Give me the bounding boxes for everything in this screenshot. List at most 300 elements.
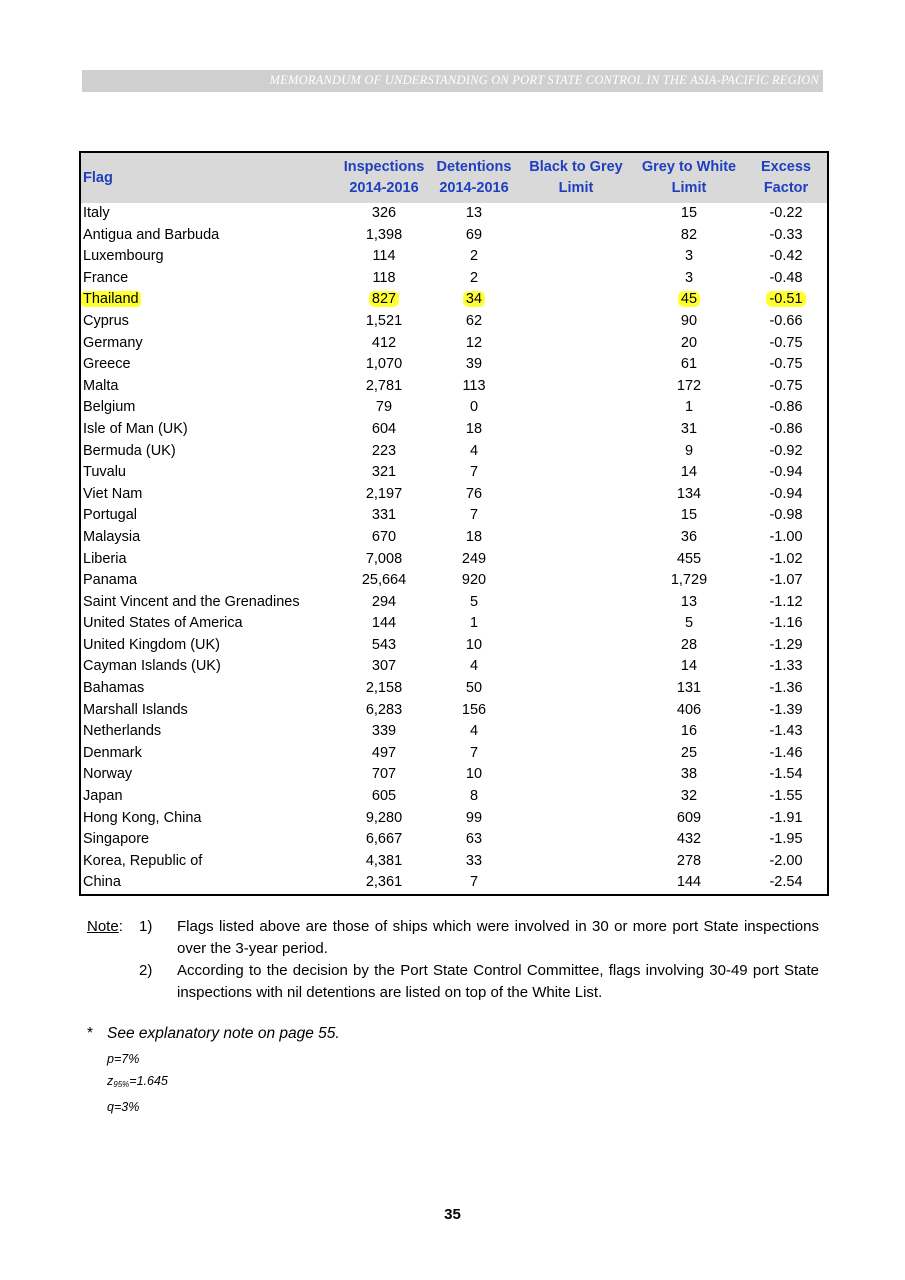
cell-inspections — [339, 441, 429, 463]
header-excess-line2: Factor — [763, 180, 809, 196]
cell-black-to-grey — [519, 527, 633, 549]
cell-inspections — [339, 808, 429, 830]
cell-detentions-value: 39 — [465, 356, 483, 373]
note-label-text: Note — [87, 918, 119, 935]
cell-flag — [81, 829, 339, 851]
cell-excess-factor — [745, 851, 827, 873]
cell-inspections — [339, 225, 429, 247]
cell-flag-value: Antigua and Barbuda — [83, 226, 220, 243]
cell-detentions — [429, 419, 519, 441]
cell-excess-factor — [745, 613, 827, 635]
cell-detentions-value: 0 — [469, 399, 479, 416]
cell-flag-value: Malta — [83, 377, 119, 394]
cell-grey-to-white — [633, 592, 745, 614]
cell-flag-value: United Kingdom (UK) — [83, 636, 220, 653]
note-number: 1) — [139, 918, 153, 935]
cell-flag-value: Marshall Islands — [83, 701, 188, 718]
table-row — [81, 851, 827, 873]
cell-inspections — [339, 635, 429, 657]
cell-detentions-value: 18 — [465, 528, 483, 545]
cell-grey-to-white — [633, 872, 745, 894]
cell-excess-factor-value: -0.86 — [769, 420, 803, 437]
cell-excess-factor — [745, 786, 827, 808]
cell-detentions — [429, 462, 519, 484]
cell-detentions — [429, 397, 519, 419]
cell-grey-to-white — [633, 764, 745, 786]
cell-inspections — [339, 527, 429, 549]
cell-grey-to-white — [633, 721, 745, 743]
cell-grey-to-white — [633, 549, 745, 571]
cell-grey-to-white — [633, 678, 745, 700]
cell-flag-value: Belgium — [83, 399, 136, 416]
cell-black-to-grey — [519, 311, 633, 333]
cell-excess-factor-value: -1.16 — [769, 615, 803, 632]
cell-flag — [81, 203, 339, 225]
cell-inspections — [339, 613, 429, 635]
cell-inspections-value: 1,070 — [365, 356, 403, 373]
header-black-to-grey — [519, 153, 633, 203]
cell-flag — [81, 808, 339, 830]
cell-flag-value: Saint Vincent and the Grenadines — [83, 593, 300, 610]
cell-grey-to-white-value: 406 — [676, 701, 702, 718]
cell-grey-to-white — [633, 484, 745, 506]
cell-excess-factor — [745, 635, 827, 657]
cell-detentions-value: 5 — [469, 593, 479, 610]
cell-inspections-value: 114 — [372, 248, 396, 265]
cell-flag — [81, 764, 339, 786]
cell-excess-factor — [745, 225, 827, 247]
cell-black-to-grey — [519, 549, 633, 571]
cell-inspections-value: 331 — [371, 507, 397, 524]
cell-grey-to-white-value: 278 — [676, 852, 702, 869]
cell-black-to-grey — [519, 592, 633, 614]
note-text: According to the decision by the Port State Control Committee, flags involving 30-49 port State inspections with nil detentions are listed on top of the White List. — [177, 962, 819, 1001]
cell-black-to-grey — [519, 829, 633, 851]
header-grey-white-line2: Limit — [671, 180, 707, 196]
cell-inspections — [339, 268, 429, 290]
cell-excess-factor-value: -0.75 — [769, 334, 803, 351]
table-header-row — [81, 153, 827, 203]
cell-excess-factor-value: -1.91 — [769, 809, 803, 826]
cell-detentions-value: 33 — [465, 852, 483, 869]
cell-grey-to-white-value: 432 — [676, 831, 702, 848]
cell-flag — [81, 700, 339, 722]
cell-grey-to-white — [633, 333, 745, 355]
cell-inspections-value: 2,197 — [365, 485, 403, 502]
cell-excess-factor — [745, 311, 827, 333]
table-row — [81, 505, 827, 527]
cell-detentions-value: 62 — [465, 312, 483, 329]
header-excess-line1: Excess — [761, 159, 811, 175]
cell-grey-to-white-value: 134 — [676, 485, 702, 502]
cell-flag — [81, 268, 339, 290]
cell-detentions — [429, 851, 519, 873]
cell-excess-factor-value: -1.00 — [769, 528, 803, 545]
cell-flag-value: Hong Kong, China — [83, 809, 202, 826]
cell-grey-to-white — [633, 376, 745, 398]
cell-flag — [81, 570, 339, 592]
cell-black-to-grey — [519, 505, 633, 527]
cell-detentions — [429, 592, 519, 614]
cell-black-to-grey — [519, 743, 633, 765]
cell-grey-to-white — [633, 505, 745, 527]
cell-detentions — [429, 872, 519, 894]
cell-inspections — [339, 851, 429, 873]
cell-inspections-value: 4,381 — [365, 852, 403, 869]
cell-excess-factor — [745, 289, 827, 311]
table-row — [81, 743, 827, 765]
cell-flag-value: Cayman Islands (UK) — [83, 658, 221, 675]
cell-grey-to-white — [633, 527, 745, 549]
cell-grey-to-white-value: 90 — [680, 312, 698, 329]
cell-black-to-grey — [519, 462, 633, 484]
header-bar — [82, 70, 823, 92]
header-inspections-line2: 2014-2016 — [349, 180, 419, 196]
cell-excess-factor — [745, 484, 827, 506]
cell-grey-to-white — [633, 311, 745, 333]
cell-inspections-value: 707 — [371, 766, 397, 783]
cell-black-to-grey — [519, 268, 633, 290]
cell-flag — [81, 592, 339, 614]
cell-inspections — [339, 656, 429, 678]
header-excess-factor — [745, 153, 827, 203]
cell-flag — [81, 656, 339, 678]
cell-inspections — [339, 721, 429, 743]
table-row — [81, 225, 827, 247]
cell-excess-factor — [745, 333, 827, 355]
cell-black-to-grey — [519, 397, 633, 419]
cell-flag-value: Tuvalu — [83, 464, 126, 481]
cell-grey-to-white-value: 609 — [676, 809, 702, 826]
table-row — [81, 613, 827, 635]
cell-inspections-value: 827 — [369, 291, 399, 307]
cell-inspections — [339, 872, 429, 894]
header-detentions — [429, 153, 519, 203]
cell-flag — [81, 441, 339, 463]
table-row — [81, 721, 827, 743]
cell-grey-to-white-value: 14 — [680, 464, 698, 481]
cell-black-to-grey — [519, 656, 633, 678]
cell-detentions-value: 10 — [465, 766, 483, 783]
cell-black-to-grey — [519, 203, 633, 225]
cell-inspections-value: 604 — [371, 420, 397, 437]
cell-inspections — [339, 829, 429, 851]
cell-grey-to-white-value: 15 — [680, 507, 698, 524]
cell-detentions — [429, 786, 519, 808]
table-row — [81, 333, 827, 355]
cell-detentions-value: 2 — [469, 269, 479, 286]
cell-black-to-grey — [519, 225, 633, 247]
cell-excess-factor-value: -0.75 — [769, 356, 803, 373]
cell-detentions — [429, 354, 519, 376]
cell-excess-factor — [745, 527, 827, 549]
cell-grey-to-white — [633, 397, 745, 419]
cell-inspections-value: 339 — [371, 723, 397, 740]
cell-flag-value: Thailand — [83, 291, 139, 308]
cell-inspections — [339, 311, 429, 333]
cell-black-to-grey — [519, 570, 633, 592]
cell-grey-to-white — [633, 203, 745, 225]
cell-grey-to-white-value: 1,729 — [670, 572, 708, 589]
cell-flag — [81, 397, 339, 419]
cell-flag-value: Viet Nam — [83, 485, 143, 502]
cell-detentions-value: 2 — [469, 248, 479, 265]
cell-excess-factor-value: -0.75 — [769, 377, 803, 394]
explanatory-text: See explanatory note on page 55. — [107, 1025, 340, 1042]
cell-excess-factor — [745, 829, 827, 851]
cell-detentions — [429, 203, 519, 225]
cell-excess-factor — [745, 743, 827, 765]
note-label-colon: : — [118, 918, 123, 935]
cell-excess-factor-value: -1.12 — [769, 593, 803, 610]
cell-excess-factor-value: -0.92 — [769, 442, 803, 459]
cell-black-to-grey — [519, 354, 633, 376]
cell-excess-factor-value: -1.46 — [769, 744, 803, 761]
cell-excess-factor-value: -0.51 — [766, 291, 805, 307]
cell-inspections-value: 670 — [371, 528, 397, 545]
cell-flag-value: Germany — [83, 334, 143, 351]
cell-detentions — [429, 311, 519, 333]
cell-detentions — [429, 246, 519, 268]
cell-flag — [81, 851, 339, 873]
cell-inspections — [339, 246, 429, 268]
cell-inspections — [339, 743, 429, 765]
cell-inspections — [339, 549, 429, 571]
cell-detentions-value: 8 — [469, 788, 479, 805]
cell-inspections-value: 321 — [371, 464, 397, 481]
cell-grey-to-white-value: 9 — [684, 442, 694, 459]
cell-detentions-value: 76 — [465, 485, 483, 502]
cell-inspections-value: 79 — [375, 399, 393, 416]
cell-excess-factor — [745, 203, 827, 225]
cell-flag — [81, 786, 339, 808]
cell-flag-value: Italy — [83, 205, 110, 221]
table-row — [81, 592, 827, 614]
cell-inspections-value: 294 — [371, 593, 397, 610]
cell-excess-factor-value: -1.36 — [769, 680, 803, 697]
cell-excess-factor-value: -2.00 — [769, 852, 803, 869]
cell-flag — [81, 289, 339, 311]
cell-detentions-value: 1 — [469, 615, 479, 632]
note-text: Flags listed above are those of ships which were involved in 30 or more port State inspections over the 3-year period. — [177, 918, 819, 957]
cell-black-to-grey — [519, 678, 633, 700]
cell-black-to-grey — [519, 872, 633, 894]
cell-inspections-value: 307 — [371, 658, 397, 675]
cell-flag-value: Norway — [83, 766, 133, 783]
table-row — [81, 268, 827, 290]
cell-inspections — [339, 570, 429, 592]
cell-grey-to-white-value: 144 — [676, 874, 702, 891]
cell-flag — [81, 678, 339, 700]
cell-black-to-grey — [519, 419, 633, 441]
cell-excess-factor-value: -2.54 — [769, 874, 803, 891]
table-row — [81, 635, 827, 657]
running-header: MEMORANDUM OF UNDERSTANDING ON PORT STATE CONTROL IN THE ASIA-PACIFIC REGION — [269, 73, 819, 87]
header-black-grey-line1: Black to Grey — [529, 159, 623, 175]
cell-grey-to-white — [633, 700, 745, 722]
cell-inspections-value: 144 — [371, 615, 397, 632]
cell-detentions-value: 99 — [465, 809, 483, 826]
cell-detentions — [429, 505, 519, 527]
parameter-p: p=7% — [107, 1052, 140, 1066]
cell-flag — [81, 549, 339, 571]
cell-flag — [81, 246, 339, 268]
cell-excess-factor-value: -0.48 — [769, 269, 803, 286]
cell-detentions-value: 4 — [469, 658, 479, 675]
cell-inspections-value: 605 — [371, 788, 397, 805]
cell-flag-value: Luxembourg — [83, 248, 164, 265]
cell-inspections-value: 497 — [371, 744, 397, 761]
cell-detentions-value: 7 — [469, 874, 479, 891]
cell-grey-to-white-value: 131 — [676, 680, 702, 697]
cell-excess-factor-value: -0.22 — [769, 205, 803, 221]
cell-black-to-grey — [519, 851, 633, 873]
cell-excess-factor-value: -1.95 — [769, 831, 803, 848]
table-row — [81, 354, 827, 376]
cell-excess-factor — [745, 246, 827, 268]
cell-grey-to-white — [633, 289, 745, 311]
cell-detentions — [429, 333, 519, 355]
header-black-grey-line2: Limit — [558, 180, 594, 196]
cell-grey-to-white-value: 36 — [680, 528, 698, 545]
cell-detentions-value: 156 — [461, 701, 487, 718]
table-row — [81, 786, 827, 808]
cell-inspections — [339, 786, 429, 808]
cell-inspections-value: 9,280 — [365, 809, 403, 826]
cell-grey-to-white-value: 5 — [684, 615, 694, 632]
cell-flag-value: Cyprus — [83, 312, 129, 329]
cell-black-to-grey — [519, 289, 633, 311]
table-row — [81, 872, 827, 894]
cell-grey-to-white-value: 32 — [680, 788, 698, 805]
cell-detentions-value: 10 — [465, 636, 483, 653]
cell-excess-factor-value: -0.94 — [769, 485, 803, 502]
parameters-list — [107, 1048, 168, 1118]
cell-inspections-value: 6,283 — [365, 701, 403, 718]
cell-flag-value: Greece — [83, 356, 131, 373]
cell-flag — [81, 613, 339, 635]
cell-flag-value: Malaysia — [83, 528, 141, 545]
cell-flag-value: Korea, Republic of — [83, 852, 203, 869]
table-row — [81, 419, 827, 441]
parameter-z-symbol: z — [107, 1074, 114, 1088]
cell-detentions-value: 4 — [469, 442, 479, 459]
cell-black-to-grey — [519, 246, 633, 268]
cell-detentions — [429, 268, 519, 290]
cell-grey-to-white-value: 31 — [680, 420, 698, 437]
cell-excess-factor-value: -0.94 — [769, 464, 803, 481]
cell-flag-value: Isle of Man (UK) — [83, 420, 188, 437]
cell-excess-factor — [745, 419, 827, 441]
cell-inspections-value: 1,521 — [365, 312, 403, 329]
cell-detentions — [429, 808, 519, 830]
cell-flag — [81, 505, 339, 527]
cell-detentions-value: 249 — [461, 550, 487, 567]
header-detentions-line1: Detentions — [436, 159, 512, 175]
asterisk: * — [87, 1025, 94, 1042]
table-row — [81, 764, 827, 786]
cell-excess-factor — [745, 592, 827, 614]
cell-detentions-value: 69 — [465, 226, 483, 243]
cell-black-to-grey — [519, 484, 633, 506]
cell-excess-factor — [745, 872, 827, 894]
cell-inspections — [339, 505, 429, 527]
cell-detentions-value: 920 — [461, 572, 487, 589]
cell-detentions-value: 63 — [465, 831, 483, 848]
cell-grey-to-white-value: 13 — [680, 593, 698, 610]
cell-grey-to-white — [633, 656, 745, 678]
cell-inspections — [339, 289, 429, 311]
cell-inspections-value: 2,158 — [365, 680, 403, 697]
cell-detentions — [429, 527, 519, 549]
cell-excess-factor — [745, 656, 827, 678]
cell-black-to-grey — [519, 786, 633, 808]
header-inspections-line1: Inspections — [343, 159, 425, 175]
cell-detentions-value: 18 — [465, 420, 483, 437]
cell-detentions — [429, 613, 519, 635]
cell-detentions — [429, 225, 519, 247]
cell-detentions — [429, 289, 519, 311]
cell-excess-factor-value: -0.33 — [769, 226, 803, 243]
cell-inspections — [339, 700, 429, 722]
cell-grey-to-white — [633, 635, 745, 657]
parameter-z — [107, 1070, 168, 1096]
cell-grey-to-white-value: 14 — [680, 658, 698, 675]
table-row — [81, 656, 827, 678]
cell-inspections-value: 2,781 — [365, 377, 403, 394]
cell-flag — [81, 743, 339, 765]
cell-black-to-grey — [519, 613, 633, 635]
cell-black-to-grey — [519, 808, 633, 830]
cell-inspections-value: 7,008 — [365, 550, 403, 567]
cell-inspections — [339, 397, 429, 419]
cell-grey-to-white — [633, 225, 745, 247]
cell-excess-factor — [745, 678, 827, 700]
parameter-z-value: =1.645 — [129, 1074, 168, 1088]
cell-excess-factor — [745, 764, 827, 786]
cell-excess-factor — [745, 721, 827, 743]
cell-detentions-value: 4 — [469, 723, 479, 740]
cell-grey-to-white-value: 3 — [684, 269, 694, 286]
cell-inspections-value: 1,398 — [365, 226, 403, 243]
cell-flag — [81, 333, 339, 355]
cell-grey-to-white — [633, 570, 745, 592]
cell-flag — [81, 527, 339, 549]
cell-grey-to-white-value: 82 — [680, 226, 698, 243]
cell-detentions — [429, 376, 519, 398]
cell-inspections — [339, 419, 429, 441]
table-row — [81, 462, 827, 484]
cell-excess-factor — [745, 397, 827, 419]
cell-inspections — [339, 764, 429, 786]
cell-inspections-value: 6,667 — [365, 831, 403, 848]
table-row — [81, 549, 827, 571]
table-row — [81, 484, 827, 506]
cell-excess-factor — [745, 441, 827, 463]
cell-grey-to-white-value: 38 — [680, 766, 698, 783]
cell-grey-to-white-value: 172 — [676, 377, 702, 394]
parameter-q: q=3% — [107, 1100, 140, 1114]
cell-flag-value: Japan — [83, 788, 123, 805]
cell-excess-factor-value: -0.42 — [769, 248, 803, 265]
note-label — [87, 916, 123, 938]
cell-grey-to-white — [633, 246, 745, 268]
cell-grey-to-white — [633, 829, 745, 851]
note-number: 2) — [139, 962, 153, 979]
cell-flag-value: Singapore — [83, 831, 150, 848]
cell-detentions — [429, 549, 519, 571]
cell-flag — [81, 462, 339, 484]
